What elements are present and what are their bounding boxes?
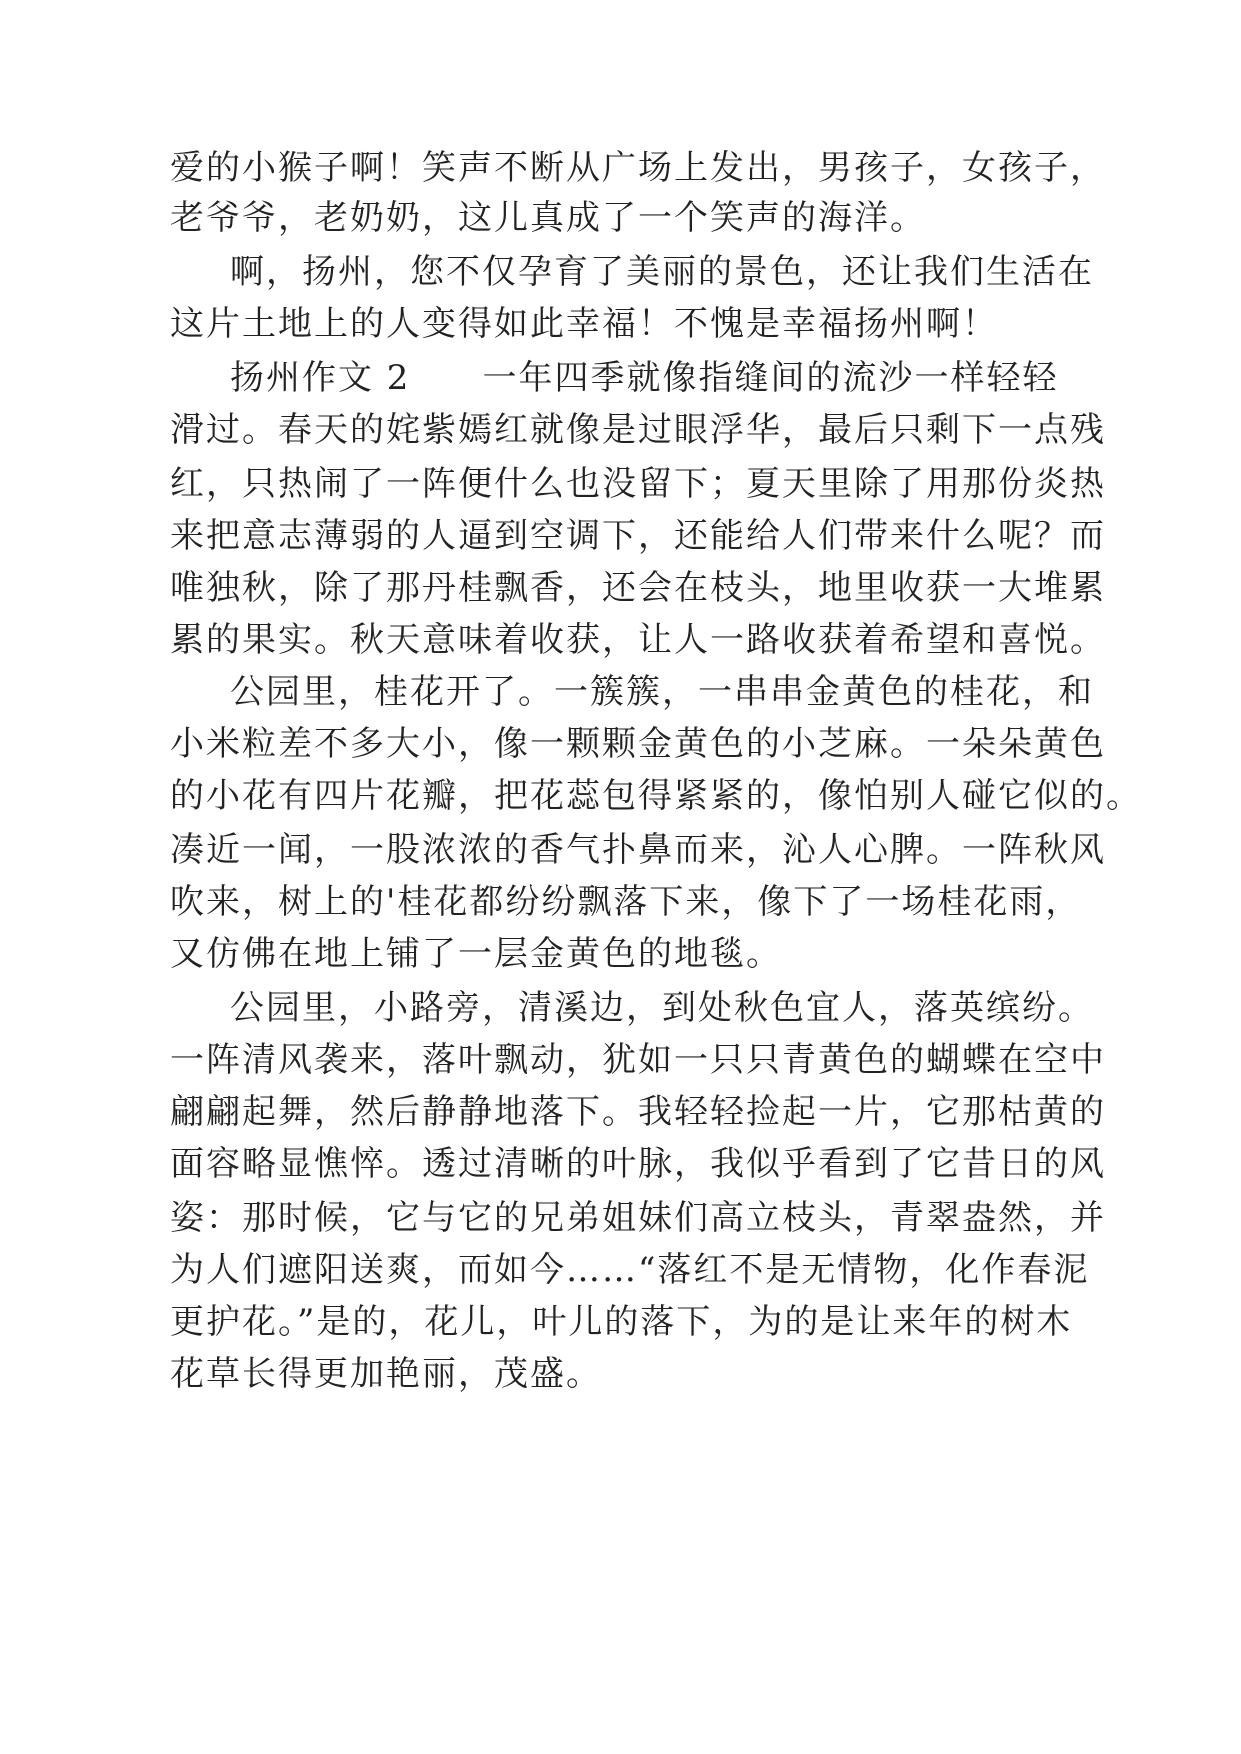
text-line: 唯独秋，除了那丹桂飘香，还会在枝头，地里收获一大堆累 [170, 568, 1106, 608]
text-line: 面容略显憔悴。透过清晰的叶脉，我似乎看到了它昔日的风 [170, 1144, 1106, 1184]
text-line: 老爷爷，老奶奶，这儿真成了一个笑声的海洋。 [170, 198, 926, 238]
text-line: 为人们遮阳送爽，而如今……“落红不是无情物，化作春泥 [170, 1250, 1090, 1290]
text-line: 吹来，树上的'桂花都纷纷飘落下来，像下了一场桂花雨， [170, 882, 1082, 922]
text-line: 爱的小猴子啊！笑声不断从广场上发出，男孩子，女孩子， [170, 148, 1106, 188]
text-line: 又仿佛在地上铺了一层金黄色的地毯。 [170, 934, 782, 974]
text-line: 一阵清风袭来，落叶飘动，犹如一只只青黄色的蝴蝶在空中 [170, 1040, 1106, 1080]
text-line: 花草长得更加艳丽，茂盛。 [170, 1354, 602, 1394]
text-line: 累的果实。秋天意味着收获，让人一路收获着希望和喜悦。 [170, 620, 1106, 660]
text-line: 啊，扬州，您不仅孕育了美丽的景色，还让我们生活在 [230, 252, 1094, 292]
text-line: 扬州作文 2 一年四季就像指缝间的流沙一样轻轻 [230, 358, 1059, 398]
text-line: 姿：那时候，它与它的兄弟姐妹们高立枝头，青翠盎然，并 [170, 1198, 1106, 1238]
text-line: 小米粒差不多大小，像一颗颗金黄色的小芝麻。一朵朵黄色 [170, 724, 1106, 764]
text-line: 来把意志薄弱的人逼到空调下，还能给人们带来什么呢？而 [170, 516, 1106, 556]
text-line: 公园里，小路旁，清溪边，到处秋色宜人，落英缤纷。 [230, 988, 1094, 1028]
text-line: 的小花有四片花瓣，把花蕊包得紧紧的，像怕别人碰它似的。 [170, 776, 1142, 816]
text-line: 更护花。”是的，花儿，叶儿的落下，为的是让来年的树木 [170, 1302, 1073, 1342]
text-line: 这片土地上的人变得如此幸福！不愧是幸福扬州啊！ [170, 304, 998, 344]
text-line: 翩翩起舞，然后静静地落下。我轻轻捡起一片，它那枯黄的 [170, 1092, 1106, 1132]
text-line: 公园里，桂花开了。一簇簇，一串串金黄色的桂花，和 [230, 672, 1094, 712]
text-line: 滑过。春天的姹紫嫣红就像是过眼浮华，最后只剩下一点残 [170, 410, 1106, 450]
text-line: 凑近一闻，一股浓浓的香气扑鼻而来，沁人心脾。一阵秋风 [170, 830, 1106, 870]
text-line: 红，只热闹了一阵便什么也没留下；夏天里除了用那份炎热 [170, 464, 1106, 504]
